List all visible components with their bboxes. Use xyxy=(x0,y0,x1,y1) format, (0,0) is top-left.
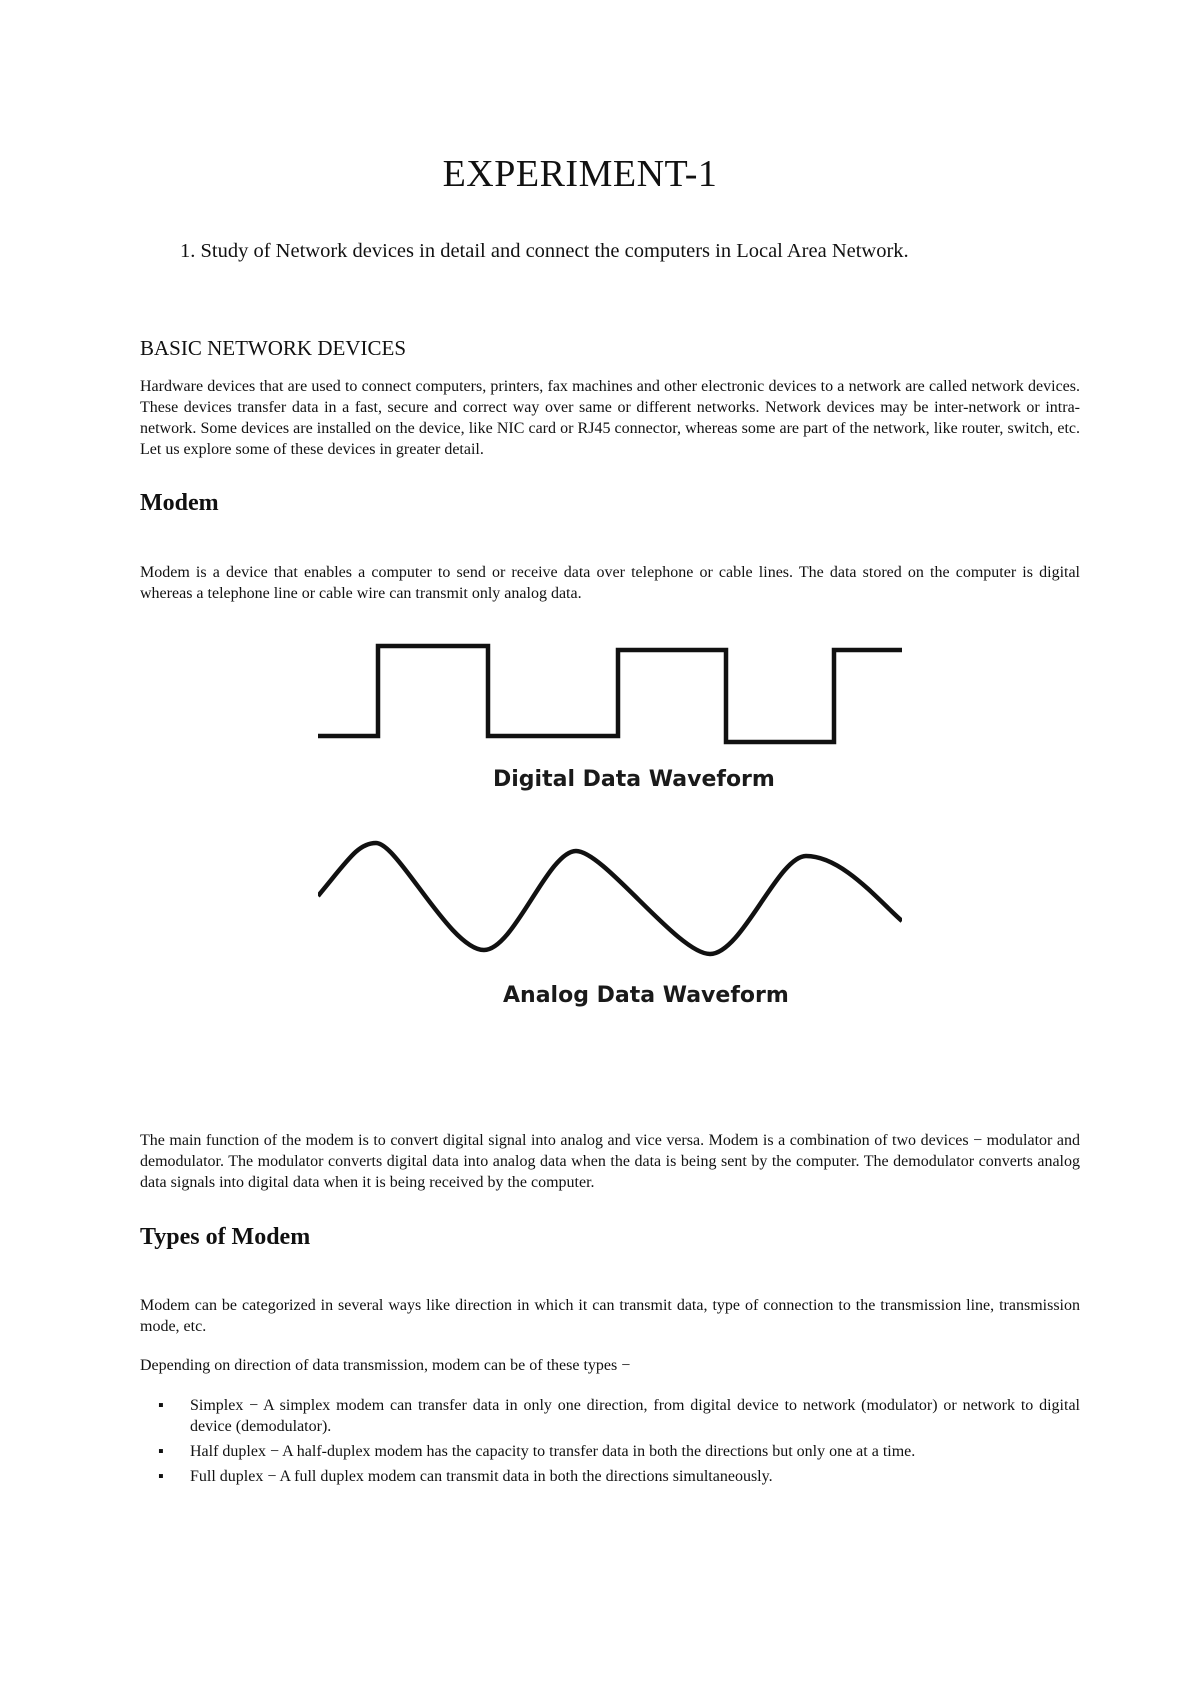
analog-waveform-caption: Analog Data Waveform xyxy=(503,983,789,1008)
experiment-aim: 1. Study of Network devices in detail and connect the computers in Local Area Network. xyxy=(180,240,909,262)
analog-waveform xyxy=(318,843,902,954)
list-item-text: Full duplex − A full duplex modem can transmit data in both the directions simultaneously. xyxy=(190,1468,773,1485)
modem-paragraph: Modem is a device that enables a computer to send or receive data over telephone or cable lines. The data stored on the computer is digital whereas a telephone line or cable wire can transmit only analog data. xyxy=(140,564,1080,602)
list-item xyxy=(140,1395,1080,1437)
types-of-modem-heading: Types of Modem xyxy=(140,1224,311,1250)
digital-waveform xyxy=(318,646,902,742)
page-title: EXPERIMENT-1 xyxy=(442,153,718,195)
bullet-icon: ▪ xyxy=(158,1468,164,1485)
basic-devices-heading: BASIC NETWORK DEVICES xyxy=(140,336,406,360)
modem-function-paragraph: The main function of the modem is to convert digital signal into analog and vice versa. Modem is a combination of two devices − modulator and demodulator. The modulator converts digital data into analog data when the data is being sent by the computer. The demodulator converts analog data signals into digital data when it is being received by the computer. xyxy=(140,1132,1080,1191)
types-paragraph: Modem can be categorized in several ways like direction in which it can transmit data, type of connection to the transmission line, transmission mode, etc. xyxy=(140,1297,1080,1335)
basic-devices-paragraph: Hardware devices that are used to connect computers, printers, fax machines and other electronic devices to a network are called network devices. These devices transfer data in a fast, secure and correct way over same or different networks. Network devices may be inter-network or intra-network. Some devices are installed on the device, like NIC card or RJ45 connector, whereas some are part of the network, like router, switch, etc. Let us explore some of these devices in greater detail. xyxy=(140,378,1080,458)
list-item xyxy=(140,1466,1080,1487)
bullet-icon: ▪ xyxy=(158,1443,164,1460)
digital-waveform-caption: Digital Data Waveform xyxy=(493,767,775,792)
waveform-figure xyxy=(318,638,902,1008)
list-item-text: Half duplex − A half-duplex modem has the capacity to transfer data in both the directions but only one at a time. xyxy=(190,1443,916,1460)
modem-types-list xyxy=(140,1395,1080,1491)
depending-paragraph: Depending on direction of data transmission, modem can be of these types − xyxy=(140,1357,631,1374)
bullet-icon: ▪ xyxy=(158,1397,164,1414)
list-item-text: Simplex − A simplex modem can transfer data in only one direction, from digital device to network (modulator) or network to digital device (demodulator). xyxy=(190,1397,1080,1435)
list-item xyxy=(140,1441,1080,1462)
modem-heading: Modem xyxy=(140,490,219,516)
